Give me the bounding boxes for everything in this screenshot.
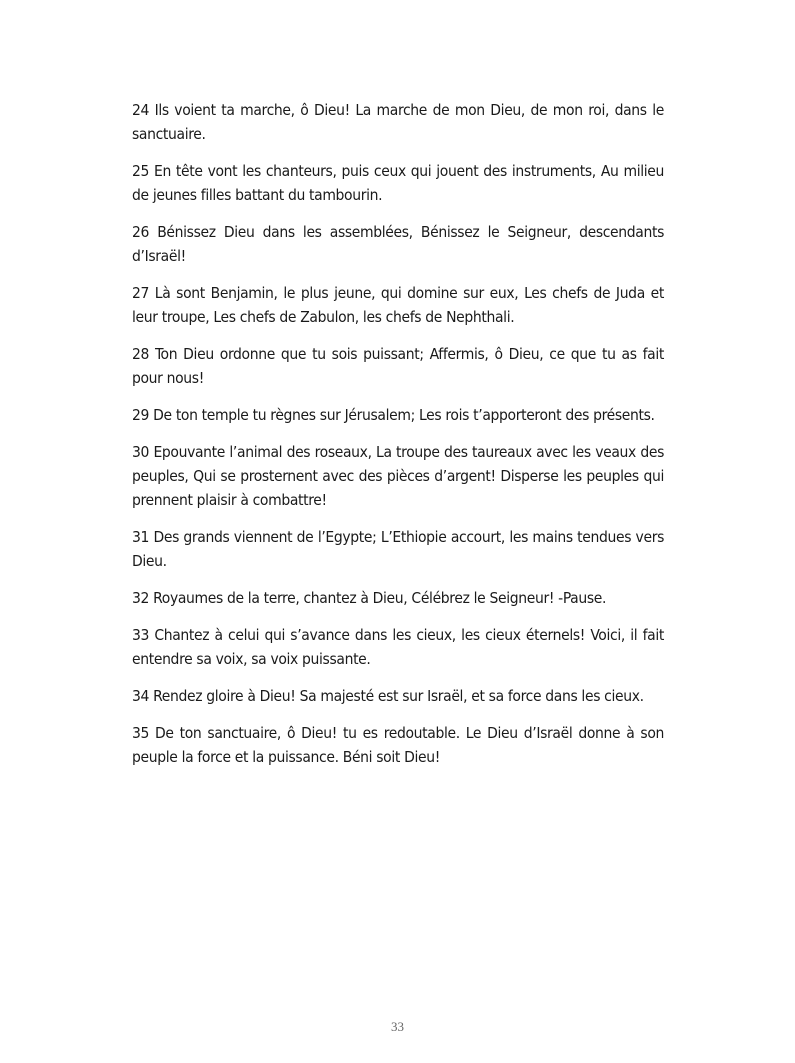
verse-34: 34 Rendez gloire à Dieu! Sa majesté est sur Israël, et sa force dans les cieux. bbox=[132, 687, 644, 705]
verse-26: 26 Bénissez Dieu dans les assemblées, Bénissez le Seigneur, descendants d’Israël! bbox=[132, 223, 664, 265]
verse-list bbox=[132, 98, 664, 782]
verse-32: 32 Royaumes de la terre, chantez à Dieu, Célébrez le Seigneur! -Pause. bbox=[132, 589, 607, 607]
verse-25: 25 En tête vont les chanteurs, puis ceux qui jouent des instruments, Au milieu de jeunes filles battant du tambourin. bbox=[132, 162, 664, 204]
verse-33: 33 Chantez à celui qui s’avance dans les cieux, les cieux éternels! Voici, il fait entendre sa voix, sa voix puissante. bbox=[132, 626, 664, 668]
verse-24: 24 Ils voient ta marche, ô Dieu! La marche de mon Dieu, de mon roi, dans le sanctuaire. bbox=[132, 101, 664, 143]
verse-31: 31 Des grands viennent de l’Egypte; L’Ethiopie accourt, les mains tendues vers Dieu. bbox=[132, 528, 664, 570]
verse-35: 35 De ton sanctuaire, ô Dieu! tu es redoutable. Le Dieu d’Israël donne à son peuple la force et la puissance. Béni soit Dieu! bbox=[132, 724, 664, 766]
verse-28: 28 Ton Dieu ordonne que tu sois puissant; Affermis, ô Dieu, ce que tu as fait pour nous! bbox=[132, 345, 664, 387]
verse-29: 29 De ton temple tu règnes sur Jérusalem; Les rois t’apporteront des présents. bbox=[132, 406, 655, 424]
page-number: 33 bbox=[391, 1019, 404, 1034]
verse-30: 30 Epouvante l’animal des roseaux, La troupe des taureaux avec les veaux des peuples, Qui se prosternent avec des pièces d’argent! Disperse les peuples qui prennent plaisir à combattre! bbox=[132, 443, 664, 509]
verse-27: 27 Là sont Benjamin, le plus jeune, qui domine sur eux, Les chefs de Juda et leur troupe, Les chefs de Zabulon, les chefs de Nephthali. bbox=[132, 284, 664, 326]
